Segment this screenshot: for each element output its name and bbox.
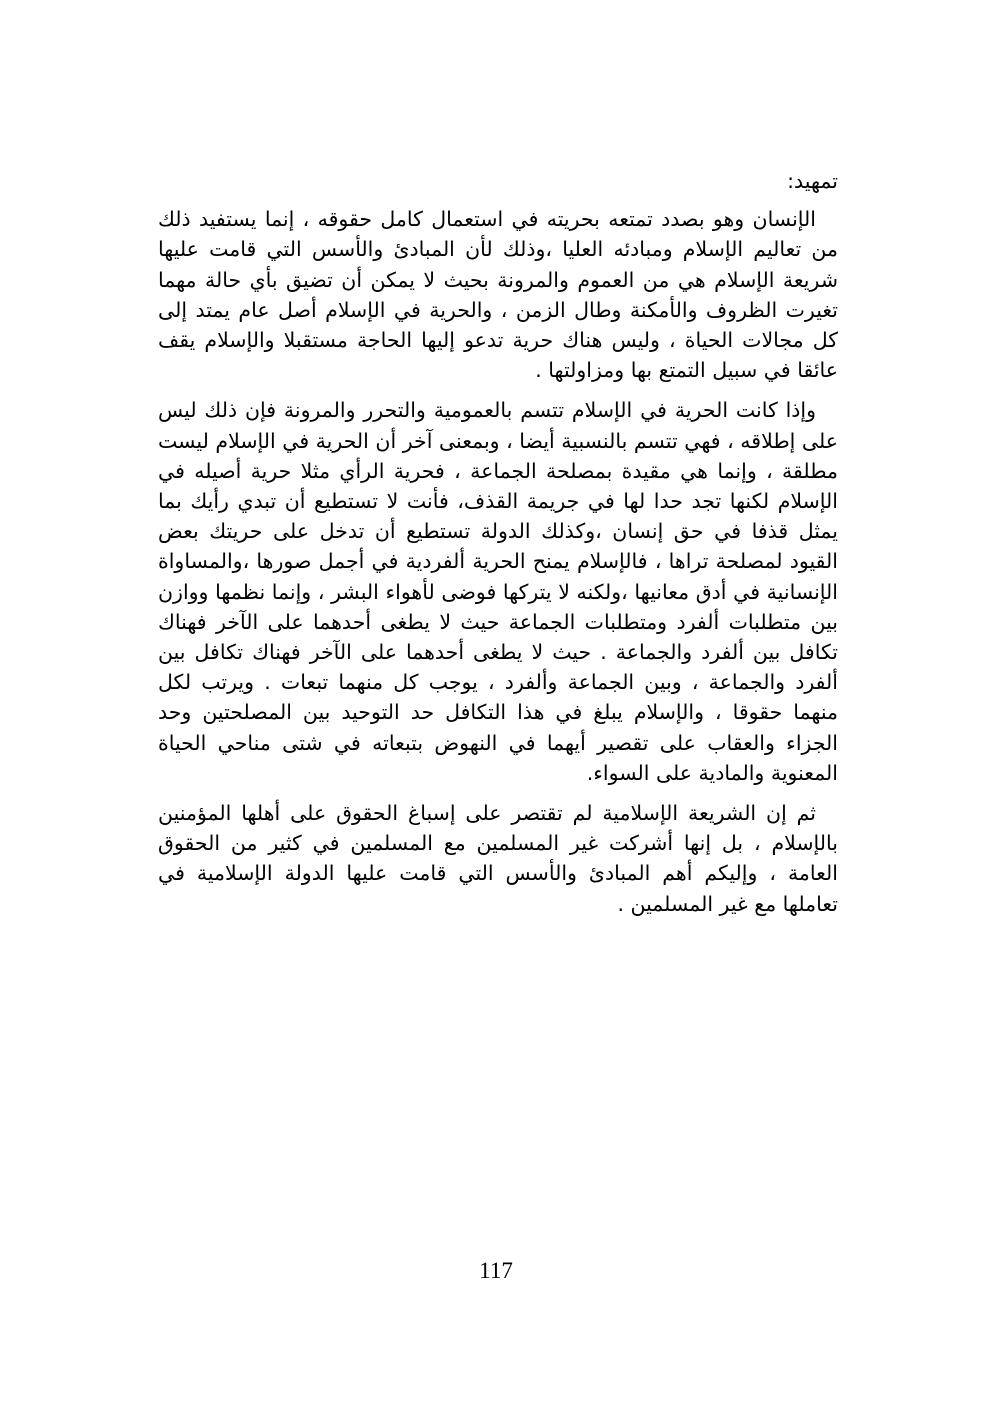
page-number: 117: [479, 1258, 513, 1283]
paragraph-1: الإنسان وهو بصدد تمتعه بحريته في استعمال كامل حقوقه ، إنما يستفيد ذلك من تعاليم الإسلام ومبادئه العليا ،وذلك لأن المبادئ والأسس التي قامت عليها شريعة الإسلام هي من العموم والمرونة بحيث لا يمكن أن تضيق بأي حالة مهما تغيرت الظروف والأمكنة وطال الزمن ، والحرية في الإسلام أصل عام يمتد إلى كل مجالات الحياة ، وليس هناك حرية تدعو إليها الحاجة مستقبلا والإسلام يقف عائقا في سبيل التمتع بها ومزاولتها .: [158, 207, 838, 383]
section-heading: تمهيد:: [787, 169, 838, 193]
page-body: [158, 166, 838, 929]
paragraph-3: ثم إن الشريعة الإسلامية لم تقتصر على إسباغ الحقوق على أهلها المؤمنين بالإسلام ، بل إنها أشركت غير المسلمين مع المسلمين في كثير من الحقوق العامة ، وإليكم أهم المبادئ والأسس التي قامت عليها الدولة الإسلامية في تعاملها مع غير المسلمين .: [158, 801, 838, 916]
paragraph-2: وإذا كانت الحرية في الإسلام تتسم بالعمومية والتحرر والمرونة فإن ذلك ليس على إطلاقه ، فهي تتسم بالنسبية أيضا ، وبمعنى آخر أن الحرية في الإسلام ليست مطلقة ، وإنما هي مقيدة بمصلحة الجماعة ، فحرية الرأي مثلا حرية أصيله في الإسلام لكنها تجد حدا لها في جريمة القذف، فأنت لا تستطيع أن تبدي رأيك بما يمثل قذفا في حق إنسان ،وكذلك الدولة تستطيع أن تدخل على حريتك بعض القيود لمصلحة تراها ، فالإسلام يمنح الحرية ألفردية في أجمل صورها ،والمساواة الإنسانية في أدق معانيها ،ولكنه لا يتركها فوضى لأهواء البشر ، وإنما نظمها ووازن بين متطلبات ألفرد ومتطلبات الجماعة حيث لا يطغى أحدهما على الآخر فهناك تكافل بين ألفرد والجماعة . حيث لا يطغى أحدهما على الآخر فهناك تكافل بين ألفرد والجماعة ، وبين الجماعة وألفرد ، يوجب كل منهما تبعات . ويرتب لكل منهما حقوقا ، والإسلام يبلغ في هذا التكافل حد التوحيد بين المصلحتين وحد الجزاء والعقاب على تقصير أيهما في النهوض بتبعاته في شتى مناحي الحياة المعنوية والمادية على السواء.: [158, 398, 838, 785]
